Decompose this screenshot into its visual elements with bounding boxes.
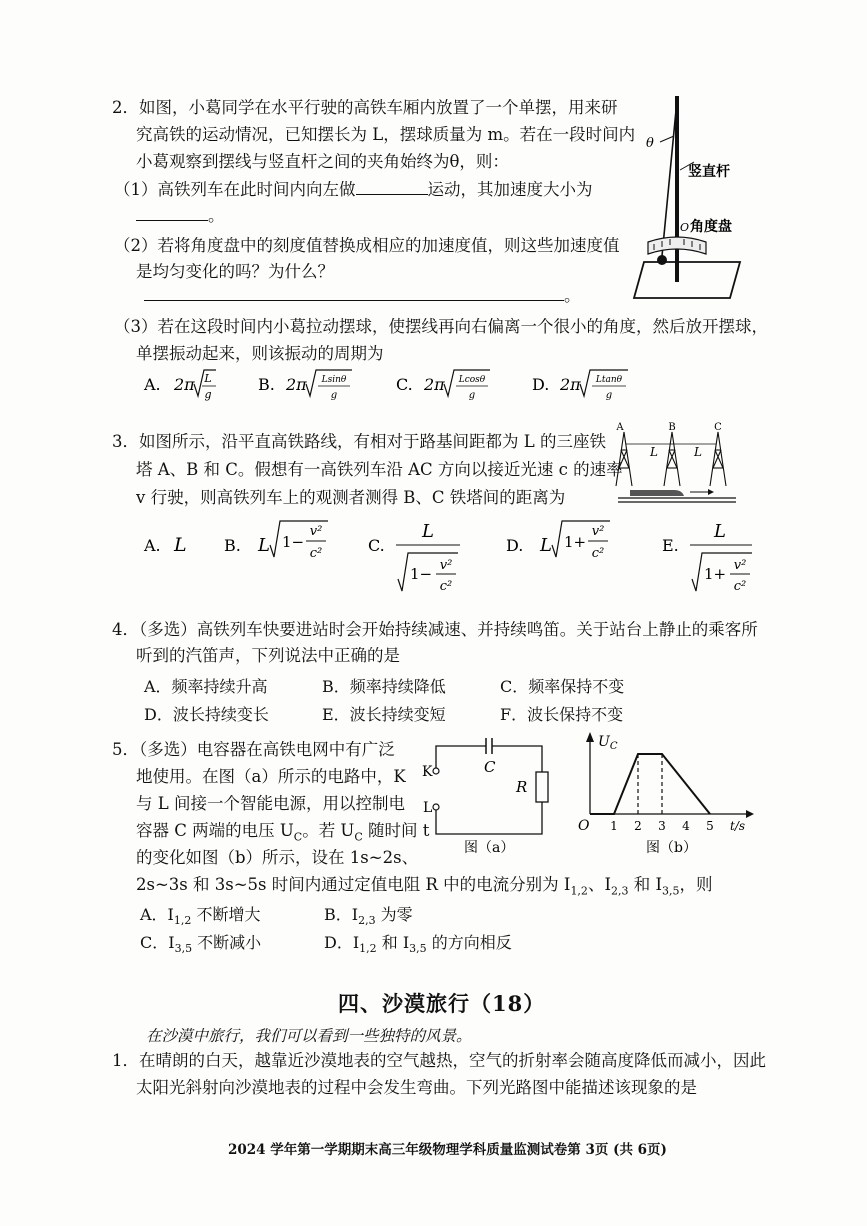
q3-option-d[interactable] (506, 521, 610, 561)
q2-option-b[interactable] (258, 370, 352, 401)
q5-b-text: B．I (324, 905, 359, 924)
q2-blank1[interactable] (356, 180, 428, 195)
q4-option-f[interactable]: F．波长保持不变 (500, 705, 624, 724)
terminal-k (433, 768, 439, 774)
q4-option-d[interactable]: D．波长持续变长 (144, 705, 269, 724)
q5-l6-n: 和 I (628, 875, 662, 894)
page-footer: 2024 学年第一学期期末高三年级物理学科质量监测试卷第 3页 (共 6页) (228, 1142, 667, 1158)
q2-option-a-den: g (204, 388, 212, 401)
tick-labels (610, 819, 714, 833)
q2-stem-line1: 2．如图，小葛同学在水平行驶的高铁车厢内放置了一个单摆，用来研 (112, 98, 618, 117)
span-ab-label: L (650, 445, 658, 459)
q2-option-d[interactable] (532, 370, 628, 401)
s4-q1-line1: 1．在晴朗的白天，越靠近沙漠地表的空气越热，空气的折射率会随高度降低而减小，因此 (112, 1051, 766, 1070)
q5-l6-e: ，则 (679, 875, 713, 894)
q2-part1 (114, 180, 593, 200)
theta-label: θ (646, 136, 654, 151)
q5-c-end: 不断减小 (192, 933, 262, 952)
s4-q1-line2: 太阳光斜射向沙漠地表的过程中会发生弯曲。下列光路图中能描述该现象的是 (136, 1078, 697, 1097)
q2-part3-line1: （3）若在这段时间内小葛拉动摆球，使摆线再向右偏离一个很小的角度，然后放开摆球， (114, 317, 768, 336)
q5-l4-sub: C (293, 830, 303, 844)
terminal-l (433, 804, 439, 810)
q5-l6-a: 2s~3s 和 3s~5s 时间内通过定值电阻 R 中的电流分别为 I (136, 875, 571, 894)
uc-graph-figure-b (566, 730, 754, 858)
guide-lines (638, 754, 662, 814)
q5-a-end: 不断增大 (191, 905, 261, 924)
q2-option-d-den: g (605, 390, 613, 401)
q3-stem-line3: v 行驶，则高铁列车上的观测者测得 B、C 铁塔间的距离为 (136, 488, 566, 507)
c-label: C (484, 758, 496, 776)
pendulum-figure (622, 92, 752, 304)
q2-option-b-coef: 2π (286, 375, 307, 394)
q2-blank2[interactable] (136, 206, 208, 221)
q3-stem-line2: 塔 A、B 和 C。假想有一高铁列车沿 AC 方向以接近光速 c 的速率 (136, 460, 623, 479)
train-icon (618, 489, 736, 502)
x-tick-label-2: 2 (634, 819, 642, 833)
q2-option-c-num: Lcosθ (458, 375, 486, 385)
dial-label: 角度盘 (690, 219, 732, 235)
q3-option-a[interactable] (143, 534, 187, 556)
q2-blank3[interactable] (144, 286, 564, 301)
q5-b-end: 为零 (375, 905, 413, 924)
q5-c-text: C．I (140, 933, 175, 952)
towers-figure (612, 418, 740, 508)
q5-d-end: 的方向相反 (426, 933, 512, 952)
q3-option-a-value: L (174, 534, 187, 556)
q5-stem-line1: 5．（多选）电容器在高铁电网中有广泛 (112, 740, 395, 759)
q3-option-e-numerator: L (714, 521, 726, 542)
q5-a-text: A．I (140, 905, 174, 924)
q3-option-b-label: B. (224, 536, 241, 555)
q3-option-b[interactable] (224, 521, 328, 561)
x-tick-label-3: 3 (658, 819, 666, 833)
q5-b-sub: 2,3 (358, 914, 376, 928)
q5-stem-line2: 地使用。在图（a）所示的电路中，K (136, 767, 406, 786)
q3-stem-line1: 3．如图所示，沿平直高铁路线，有相对于路基间距都为 L 的三座铁 (112, 432, 606, 451)
q4-option-c[interactable]: C．频率保持不变 (500, 677, 625, 696)
q5-l4-c: 随时间 t (362, 821, 430, 840)
q2-option-a-num: L (204, 372, 212, 385)
tower-a-label: A (616, 422, 624, 433)
q2-option-d-num: Ltanθ (595, 375, 623, 385)
q3-option-e-v2: v² (733, 558, 747, 573)
q3-option-c-label: C. (368, 536, 385, 555)
q5-stem-line3: 与 L 间接一个智能电源，用以控制电 (136, 794, 405, 813)
q2-option-a-coef: 2π (174, 375, 195, 394)
q2-answer-line (144, 286, 581, 306)
q5-d-mid: 和 I (376, 933, 410, 952)
q5-l6-m: 、I (587, 875, 611, 894)
q2-part2-line2: 是均匀变化的吗？为什么？ (136, 262, 334, 281)
q5-l6-s1: 1,2 (570, 884, 588, 898)
q5-l6-s2: 2,3 (610, 884, 629, 898)
circuit-figure-a (420, 738, 560, 856)
q4-stem-line1: 4．（多选）高铁列车快要进站时会开始持续减速、并持续鸣笛。关于站台上静止的乘客所 (112, 620, 758, 639)
q2-option-c-label: C. (396, 375, 413, 394)
x-tick-label-4: 4 (682, 819, 690, 833)
figure-a-caption: 图（a） (464, 840, 515, 856)
q2-part2-line1: （2）若将角度盘中的刻度值替换成相应的加速度值，则这些加速度值 (114, 236, 620, 255)
tower-c-label: C (714, 422, 722, 433)
rod-label: 竖直杆 (688, 164, 730, 180)
x-axis-label: t/s (730, 819, 746, 833)
section-intro: 在沙漠中旅行，我们可以看到一些独特的风景。 (146, 1027, 472, 1045)
q3-options (140, 515, 760, 597)
uc-series-line (590, 754, 710, 814)
tower-b-label: B (668, 422, 676, 433)
q2-stem-line3: 小葛观察到摆线与竖直杆之间的夹角始终为θ，则： (136, 152, 509, 171)
tower-a-icon (616, 432, 632, 486)
q5-d-text: D．I (324, 933, 360, 952)
q2-option-d-coef: 2π (560, 375, 581, 394)
q5-l4-a: 容器 C 两端的电压 U (136, 821, 294, 840)
resistor-icon (536, 772, 548, 802)
q3-option-d-one-plus: 1+ (564, 533, 587, 551)
q3-option-b-c2: c² (309, 546, 323, 561)
q3-option-e[interactable] (662, 521, 752, 594)
q5-a-sub: 1,2 (173, 914, 192, 928)
q5-option-a[interactable] (140, 902, 260, 927)
k-label: K (422, 764, 433, 780)
q2-option-a-label: A. (144, 375, 161, 394)
q5-option-d[interactable] (324, 930, 512, 955)
q3-option-c-one-minus: 1− (410, 565, 433, 583)
q3-option-e-one-plus: 1+ (704, 565, 727, 583)
y-axis-label (598, 734, 618, 752)
q3-option-c-v2: v² (439, 558, 453, 573)
q5-l4-sub2: C (354, 830, 363, 844)
u-subscript: C (609, 741, 618, 752)
q5-l4-b: 。若 U (302, 821, 355, 840)
q3-option-d-l: L (540, 535, 552, 556)
q2-option-b-den: g (330, 390, 338, 401)
q3-option-c-numerator: L (422, 521, 434, 542)
section-title: 四、沙漠旅行（18） (338, 991, 546, 1016)
x-tick-label-1: 1 (610, 819, 618, 833)
q3-option-a-label: A. (144, 536, 161, 555)
q3-option-d-label: D. (506, 536, 524, 555)
q2-option-b-num: Lsinθ (321, 375, 347, 385)
q2-option-c-coef: 2π (424, 375, 445, 394)
q2-part1-text-a: （1）高铁列车在此时间内向左做 (114, 180, 356, 199)
q2-part1-end: 。 (208, 206, 225, 225)
q2-option-b-label: B. (258, 375, 275, 394)
q2-option-d-label: D. (532, 375, 550, 394)
q2-option-c[interactable] (396, 370, 490, 401)
q5-option-c[interactable] (140, 930, 261, 955)
q5-stem-line4 (136, 821, 429, 847)
l-label: L (423, 800, 433, 816)
q5-option-b[interactable] (324, 902, 413, 927)
q2-part1-text-b: 运动，其加速度大小为 (427, 180, 593, 199)
q3-option-e-c2: c² (733, 579, 747, 594)
u-letter: U (598, 734, 610, 750)
q2-option-a[interactable] (143, 370, 216, 401)
q4-option-e[interactable]: E．波长持续变短 (322, 705, 446, 724)
origin-label: O (578, 818, 590, 834)
q3-option-b-v2: v² (309, 524, 323, 539)
q3-option-b-l: L (258, 535, 270, 556)
x-tick-label-5: 5 (706, 819, 714, 833)
q5-c-sub: 3,5 (174, 942, 193, 956)
q2-part2-end: 。 (564, 286, 581, 305)
q4-option-a[interactable]: A．频率持续升高 (144, 677, 268, 696)
q3-option-d-c2: c² (591, 546, 605, 561)
q2-option-c-den: g (468, 390, 476, 401)
q3-option-d-v2: v² (591, 524, 605, 539)
q5-l6-s3: 3,5 (661, 884, 680, 898)
q3-option-b-one-minus: 1− (282, 533, 305, 551)
q4-stem-line2: 听到的汽笛声，下列说法中正确的是 (136, 646, 400, 665)
figure-b-caption: 图（b） (646, 840, 697, 856)
q5-stem-line6 (136, 875, 712, 901)
q3-option-c[interactable] (368, 521, 460, 594)
q4-option-b[interactable]: B．频率持续降低 (322, 677, 446, 696)
q3-option-c-c2: c² (439, 579, 453, 594)
tower-b-icon (664, 432, 680, 486)
q2-blank2-line (136, 206, 225, 226)
q3-option-e-label: E. (662, 536, 679, 555)
q2-part3-line2: 单摆振动起来，则该振动的周期为 (136, 344, 384, 363)
span-bc-label: L (694, 445, 702, 459)
q5-d-sub: 1,2 (359, 942, 377, 956)
q2-options (140, 366, 660, 410)
tower-c-icon (710, 432, 726, 486)
o-label: O (680, 221, 690, 234)
q2-stem-line2: 究高铁的运动情况，已知摆长为 L，摆球质量为 m。若在一段时间内 (136, 125, 636, 144)
r-label: R (516, 778, 528, 796)
q5-stem-line5: 的变化如图（b）所示，设在 1s~2s、 (136, 848, 419, 867)
q5-d-sub2: 3,5 (409, 942, 427, 956)
